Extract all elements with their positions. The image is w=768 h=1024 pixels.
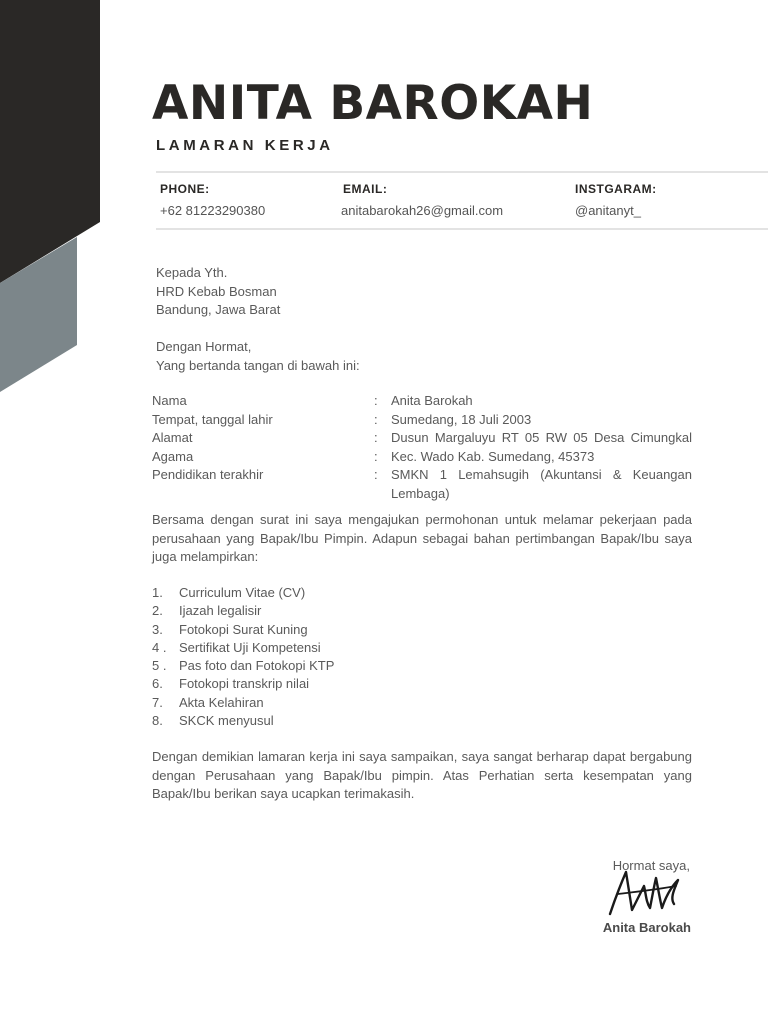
list-text: Akta Kelahiran [179, 694, 264, 710]
list-text: Ijazah legalisir [179, 603, 262, 619]
info-separator: : [374, 411, 378, 427]
email-value: anitabarokah26@gmail.com [341, 203, 504, 218]
info-value: Sumedang, 18 Juli 2003 [391, 411, 532, 427]
list-text: Curriculum Vitae (CV) [179, 585, 306, 600]
info-label: Nama [152, 393, 187, 408]
list-item [152, 694, 334, 712]
contact-phone [160, 182, 265, 218]
info-row-address [152, 429, 692, 466]
info-row-name [152, 392, 692, 411]
greeting-block [156, 338, 360, 375]
list-item [152, 657, 334, 675]
list-number: 6. [152, 676, 163, 692]
list-number: 7. [152, 694, 163, 710]
instagram-label: INSTGARAM: [575, 182, 657, 196]
info-label: Tempat, tanggal lahir [152, 411, 273, 427]
recipient-line: Kepada Yth. [156, 265, 228, 280]
list-item [152, 584, 334, 602]
info-value: Anita Barokah [391, 393, 473, 408]
contact-instagram [575, 182, 657, 218]
info-separator: : [374, 467, 378, 482]
list-number: 8. [152, 713, 163, 729]
list-item [152, 675, 334, 693]
phone-label: PHONE: [160, 182, 210, 196]
decorative-side-shapes [0, 0, 100, 400]
recipient-line: HRD Kebab Bosman [156, 283, 277, 299]
info-separator: : [374, 448, 378, 464]
signature-mark [604, 864, 684, 924]
list-text: Pas foto dan Fotokopi KTP [179, 658, 335, 674]
attachment-list [152, 584, 334, 730]
closing-paragraph: Dengan demikian lamaran kerja ini saya sampaikan, saya sangat berharap dapat bergabung dengan Perusahaan yang Bapak/Ibu pimpin. Atas Perhatian serta kesempatan yang Bapak/Ibu berikan saya ucapkan terimakasih. [152, 749, 692, 801]
list-number: 1. [152, 585, 163, 600]
signer-name: Anita Barokah [602, 920, 691, 935]
list-text: Fotokopi transkrip nilai [179, 676, 310, 692]
info-value: SMKN 1 Lemahsugih (Akuntansi & Keuangan Lembaga) [391, 467, 692, 501]
contact-email [341, 182, 503, 218]
applicant-name: ANITA BAROKAH [152, 76, 594, 131]
divider-bottom [156, 228, 768, 230]
document-subtitle: LAMARAN KERJA [156, 137, 334, 154]
recipient-block [156, 264, 280, 320]
info-label: Agama [152, 448, 194, 464]
instagram-value: @anitanyt_ [575, 203, 641, 218]
list-item [152, 639, 334, 657]
info-row-education [152, 466, 692, 503]
closing-salutation: Hormat saya, [612, 858, 690, 873]
divider-top [156, 171, 768, 173]
info-value: Dusun Margaluyu RT 05 RW 05 Desa Cimungkal Kec. Wado Kab. Sumedang, 45373 [391, 430, 692, 464]
list-number: 4 . [152, 639, 167, 655]
phone-value: +62 81223290380 [160, 203, 266, 218]
recipient-line: Bandung, Jawa Barat [156, 302, 281, 317]
body-paragraph: Bersama dengan surat ini saya mengajukan permohonan untuk melamar pekerjaan pada perusahaan yang Bapak/Ibu Pimpin. Adapun sebagai bahan pertimbangan Bapak/Ibu saya juga melampirkan: [152, 512, 692, 564]
list-number: 5 . [152, 658, 167, 674]
info-row-birth [152, 411, 692, 430]
info-label: Pendidikan terakhir [152, 467, 264, 482]
greeting-line: Dengan Hormat, [156, 339, 252, 354]
list-text: SKCK menyusul [179, 713, 274, 729]
personal-info-table [152, 392, 692, 503]
list-number: 3. [152, 621, 163, 637]
list-item [152, 712, 334, 730]
list-text: Fotokopi Surat Kuning [179, 621, 308, 637]
info-separator: : [374, 430, 378, 445]
list-number: 2. [152, 603, 163, 619]
greeting-line: Yang bertanda tangan di bawah ini: [156, 357, 360, 373]
list-item [152, 602, 334, 620]
email-label: EMAIL: [343, 182, 388, 196]
info-label: Alamat [152, 430, 193, 445]
list-item [152, 621, 334, 639]
list-text: Sertifikat Uji Kompetensi [179, 639, 321, 655]
info-separator: : [374, 393, 378, 408]
